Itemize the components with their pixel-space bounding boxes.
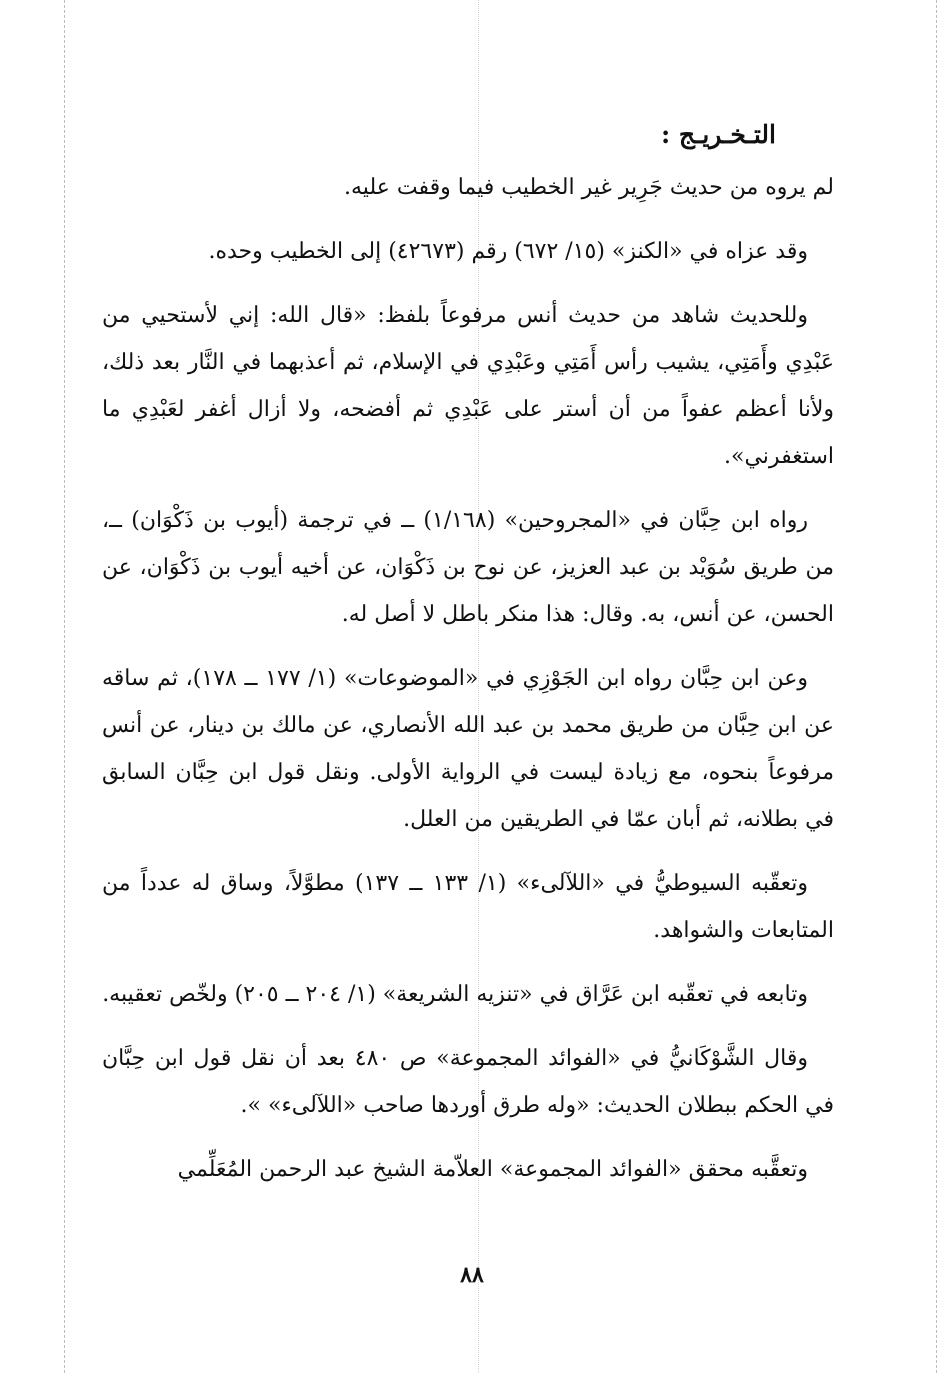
paragraph-4: رواه ابن حِبَّان في «المجروحين» (١/١٦٨) ــ في ترجمة (أيوب بن ذَكْوَان) ــ، من طريق سُوَيْد بن عبد العزيز، عن نوح بن ذَكْوَان، عن أخيه أيوب بن ذَكْوَان، عن الحسن، عن أنس، به. وقال: هذا منكر باطل لا أصل له.	[102, 508, 834, 627]
paragraph-7: وتابعه في تعقّبه ابن عَرَّاق في «تنزيه الشريعة» (١/ ٢٠٤ ــ ٢٠٥) ولخّص تعقيبه.	[102, 982, 808, 1007]
paragraph-2: وقد عزاه في «الكنز» (١٥/ ٦٧٢) رقم (٤٢٦٧٣) إلى الخطيب وحده.	[208, 239, 808, 264]
scan-edge-line-right	[936, 0, 937, 1373]
paragraph-1: لم يروه من حديث جَرِير غير الخطيب فيما وقفت عليه.	[344, 175, 834, 200]
scan-edge-line-left	[64, 0, 65, 1373]
paragraph-3: وللحديث شاهد من حديث أنس مرفوعاً بلفظ: «قال الله: إني لأستحيي من عَبْدِي وأَمَتِي، يشيب رأس أَمَتِي وعَبْدِي في الإسلام، ثم أعذبهما في النَّار بعد ذلك، ولأنا أعظم عفواً من أن أستر على عَبْدِي ثم أفضحه، ولا أزال أغفر لعَبْدِي ما استغفرني».	[102, 303, 834, 469]
paragraph-6: وتعقّبه السيوطيُّ في «اللآلىء» (١/ ١٣٣ ــ ١٣٧) مطوَّلاً، وساق له عدداً من المتابعات والشواهد.	[102, 871, 834, 943]
main-text	[102, 112, 834, 1210]
paragraph-8: وقال الشَّوْكَانيُّ في «الفوائد المجموعة» ص ٤٨٠ بعد أن نقل قول ابن حِبَّان في الحكم ببطلان الحديث: «وله طرق أوردها صاحب «اللآلىء» ».	[102, 1046, 834, 1118]
paragraph-9: وتعقَّبه محقق «الفوائد المجموعة» العلاّمة الشيخ عبد الرحمن المُعَلِّمي	[177, 1157, 808, 1182]
paragraph-5: وعن ابن حِبَّان رواه ابن الجَوْزِي في «الموضوعات» (١/ ١٧٧ ــ ١٧٨)، ثم ساقه عن ابن حِبَّان من طريق محمد بن عبد الله الأنصاري، عن مالك بن دينار، عن أنس مرفوعاً بنحوه، مع زيادة ليست في الرواية الأولى. ونقل قول ابن حِبَّان السابق في بطلانه، ثم أبان عمّا في الطريقين من العلل.	[102, 666, 834, 832]
section-heading: التـخـريـج :	[660, 120, 776, 149]
page-number: ٨٨	[460, 1262, 484, 1288]
